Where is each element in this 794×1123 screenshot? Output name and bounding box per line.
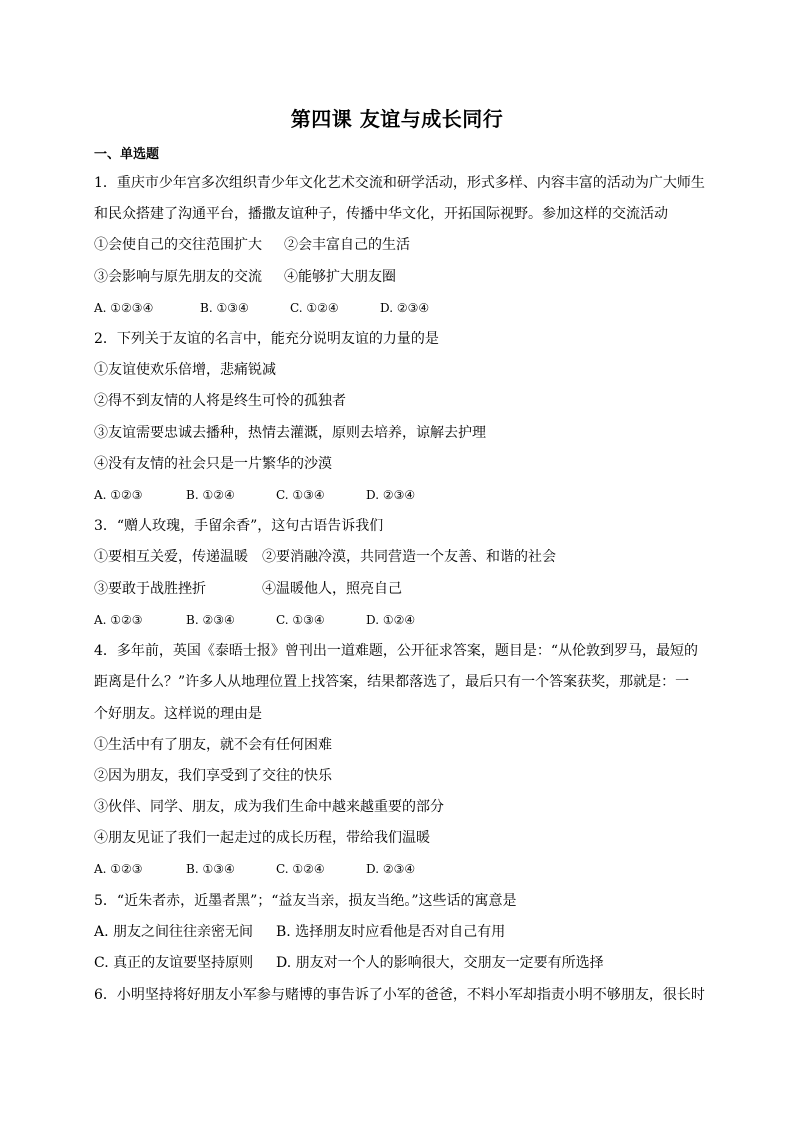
question-2-statement-1: ①友谊使欢乐倍增，悲痛锐减 bbox=[94, 362, 276, 378]
question-4-option-b: B. ①③④ bbox=[186, 862, 235, 876]
question-4-option-a: A. ①②③ bbox=[94, 862, 143, 876]
question-1-statement-1: ①会使自己的交往范围扩大 bbox=[94, 237, 262, 253]
question-2-option-b: B. ①②④ bbox=[186, 488, 235, 502]
question-5-option-d: D. 朋友对一个人的影响很大，交朋友一定要有所选择 bbox=[276, 955, 604, 971]
question-1-statement-4: ④能够扩大朋友圈 bbox=[284, 269, 396, 285]
question-3-option-b: B. ②③④ bbox=[186, 613, 235, 627]
question-2-text-line-1: 2．下列关于友谊的名言中，能充分说明友谊的力量的是 bbox=[94, 331, 439, 347]
question-5-option-a: A. 朋友之间往往亲密无间 bbox=[94, 924, 254, 940]
question-4-text-line-3: 个好朋友。这样说的理由是 bbox=[94, 706, 262, 722]
question-4-text-line-1: 4．多年前，英国《泰晤士报》曾刊出一道难题，公开征求答案，题目是：“从伦敦到罗马，最短的 bbox=[94, 643, 699, 659]
question-4-option-d: D. ②③④ bbox=[366, 862, 416, 876]
question-6-text-line-1: 6．小明坚持将好朋友小军参与赌博的事告诉了小军的爸爸，不料小军却指责小明不够朋友，很长时 bbox=[94, 987, 705, 1003]
question-1-text-line-1: 1．重庆市少年宫多次组织青少年文化艺术交流和研学活动，形式多样、内容丰富的活动为广大师生 bbox=[94, 175, 705, 191]
question-1-option-a: A. ①②③④ bbox=[94, 301, 154, 315]
question-4-statement-1: ①生活中有了朋友，就不会有任何困难 bbox=[94, 737, 332, 753]
question-1-option-b: B. ①③④ bbox=[200, 301, 249, 315]
question-1-text-line-2: 和民众搭建了沟通平台，播撒友谊种子，传播中华文化，开拓国际视野。参加这样的交流活动 bbox=[94, 206, 668, 222]
question-2-statement-4: ④没有友情的社会只是一片繁华的沙漠 bbox=[94, 456, 332, 472]
question-3-statement-1: ①要相互关爱，传递温暖 bbox=[94, 549, 248, 565]
question-1-option-d: D. ②③④ bbox=[380, 301, 430, 315]
question-5-option-b: B. 选择朋友时应看他是否对自己有用 bbox=[276, 924, 506, 940]
question-5-option-c: C. 真正的友谊要坚持原则 bbox=[94, 955, 254, 971]
question-2-statement-2: ②得不到友情的人将是终生可怜的孤独者 bbox=[94, 393, 346, 409]
question-4-option-c: C. ①②④ bbox=[276, 862, 325, 876]
question-3-statement-4: ④温暖他人，照亮自己 bbox=[262, 581, 402, 597]
question-4-statement-3: ③伙伴、同学、朋友，成为我们生命中越来越重要的部分 bbox=[94, 799, 444, 815]
page-title: 第四课 友谊与成长同行 bbox=[290, 107, 504, 131]
question-4-text-line-2: 距离是什么？”许多人从地理位置上找答案，结果都落选了，最后只有一个答案获奖，那就是：一 bbox=[94, 674, 690, 690]
question-2-option-c: C. ①③④ bbox=[276, 488, 325, 502]
question-4-statement-2: ②因为朋友，我们享受到了交往的快乐 bbox=[94, 768, 332, 784]
question-1-statement-2: ②会丰富自己的生活 bbox=[284, 237, 410, 253]
question-3-option-c: C. ①③④ bbox=[276, 613, 325, 627]
question-3-text-line-1: 3．“赠人玫瑰，手留余香”，这句古语告诉我们 bbox=[94, 518, 384, 534]
question-2-statement-3: ③友谊需要忠诚去播种，热情去灌溉，原则去培养，谅解去护理 bbox=[94, 425, 486, 441]
question-3-option-d: D. ①②④ bbox=[366, 613, 416, 627]
question-5-text-line-1: 5．“近朱者赤，近墨者黑”；“益友当亲，损友当绝。”这些话的寓意是 bbox=[94, 893, 517, 909]
question-2-option-d: D. ②③④ bbox=[366, 488, 416, 502]
section-heading: 一、单选题 bbox=[94, 147, 160, 162]
question-1-statement-3: ③会影响与原先朋友的交流 bbox=[94, 269, 262, 285]
question-3-option-a: A. ①②③ bbox=[94, 613, 143, 627]
question-3-statement-2: ②要消融冷漠，共同营造一个友善、和谐的社会 bbox=[262, 549, 556, 565]
question-2-option-a: A. ①②③ bbox=[94, 488, 143, 502]
question-1-option-c: C. ①②④ bbox=[290, 301, 339, 315]
question-4-statement-4: ④朋友见证了我们一起走过的成长历程，带给我们温暖 bbox=[94, 830, 430, 846]
question-3-statement-3: ③要敢于战胜挫折 bbox=[94, 581, 206, 597]
